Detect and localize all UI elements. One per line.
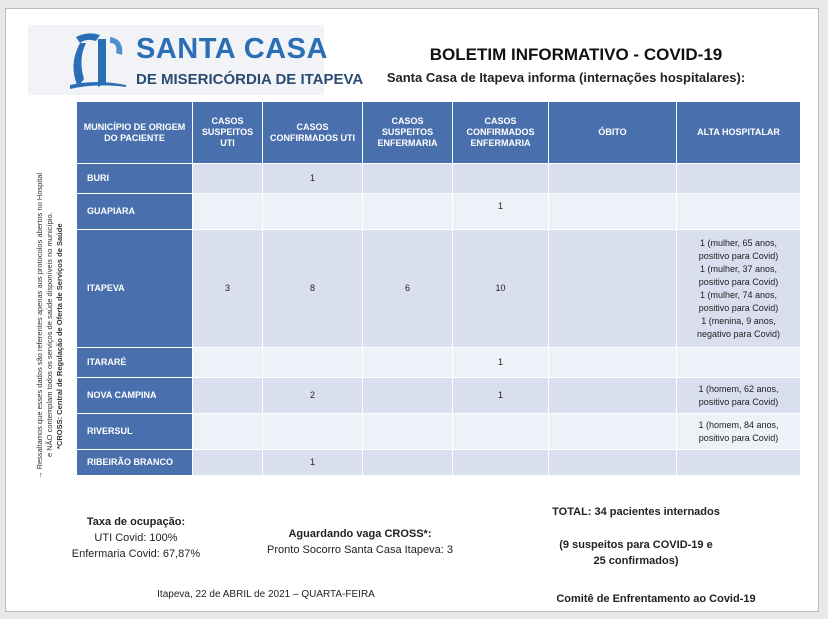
cell-susp-uti — [193, 450, 263, 476]
alta-line: positivo para Covid) — [698, 276, 779, 287]
alta-line: positivo para Covid) — [698, 432, 779, 443]
cell-conf-uti: 1 — [263, 450, 363, 476]
cases-table — [76, 101, 801, 476]
header-susp-uti: CASOS SUSPEITOS UTI — [193, 102, 263, 164]
awaiting-title: Aguardando vaga CROSS*: — [288, 528, 432, 540]
cell-susp-enf — [363, 414, 453, 450]
alta-line: 1 (homem, 62 anos, — [698, 383, 779, 394]
cell-conf-uti — [263, 194, 363, 230]
row-municipio: RIVERSUL — [77, 414, 193, 450]
cell-obito — [549, 194, 677, 230]
table-header-row — [77, 102, 801, 164]
cell-alta — [677, 348, 801, 378]
row-municipio: GUAPIARA — [77, 194, 193, 230]
side-note-line-3: *CROSS: Central de Regulação de Oferta de Serviços de Saúde — [55, 223, 64, 449]
cell-alta — [677, 194, 801, 230]
cell-susp-uti — [193, 348, 263, 378]
header-alta: ALTA HOSPITALAR — [677, 102, 801, 164]
cell-alta — [677, 450, 801, 476]
cell-conf-uti: 8 — [263, 230, 363, 348]
cell-obito — [549, 450, 677, 476]
bulletin-page — [5, 8, 819, 612]
cell-susp-enf — [363, 194, 453, 230]
cell-conf-enf: 10 — [453, 230, 549, 348]
row-municipio: ITARARÉ — [77, 348, 193, 378]
cell-susp-enf — [363, 450, 453, 476]
cell-obito — [549, 164, 677, 194]
alta-line: negativo para Covid) — [696, 328, 781, 339]
occupancy-uti: UTI Covid: 100% — [94, 532, 178, 544]
santa-casa-logo — [28, 25, 364, 95]
cell-alta — [677, 164, 801, 194]
occupancy-title: Taxa de ocupação: — [86, 516, 186, 528]
cell-conf-enf: 1 — [453, 194, 549, 230]
header-municipio: MUNICÍPIO DE ORIGEM DO PACIENTE — [77, 102, 193, 164]
table-row — [77, 230, 801, 348]
page-title: BOLETIM INFORMATIVO - COVID-19 — [429, 45, 723, 64]
cell-conf-uti — [263, 414, 363, 450]
awaiting-value: Pronto Socorro Santa Casa Itapeva: 3 — [267, 544, 453, 556]
alta-line: 1 (menina, 9 anos, — [701, 315, 776, 326]
cell-susp-uti — [193, 414, 263, 450]
cell-alta — [677, 230, 801, 348]
alta-line: positivo para Covid) — [698, 396, 779, 407]
cell-obito — [549, 348, 677, 378]
table-row — [77, 164, 801, 194]
cell-conf-enf: 1 — [453, 378, 549, 414]
row-municipio: NOVA CAMPINA — [77, 378, 193, 414]
alta-line: positivo para Covid) — [698, 250, 779, 261]
cell-susp-uti — [193, 194, 263, 230]
side-note-line-1: → Ressaltamos que esses dados são referentes apenas aos protocolos abertos no Hospital — [35, 172, 44, 479]
logo-subtitle: DE MISERICÓRDIA DE ITAPEVA — [136, 71, 364, 88]
row-municipio: ITAPEVA — [77, 230, 193, 348]
alta-line: 1 (mulher, 65 anos, — [699, 237, 778, 248]
cell-conf-uti: 2 — [263, 378, 363, 414]
cell-susp-uti: 3 — [193, 230, 263, 348]
cell-obito — [549, 230, 677, 348]
side-note — [35, 119, 65, 479]
bulletin-date: Itapeva, 22 de ABRIL de 2021 – QUARTA-FEIRA — [157, 589, 375, 600]
total-patients: TOTAL: 34 pacientes internados — [552, 506, 720, 518]
cell-conf-enf — [453, 164, 549, 194]
cell-conf-enf — [453, 450, 549, 476]
total-breakdown-line-1: (9 suspeitos para COVID-19 e — [559, 539, 713, 551]
total-breakdown — [546, 537, 726, 569]
cell-obito — [549, 378, 677, 414]
header-obito: ÓBITO — [549, 102, 677, 164]
table-row — [77, 414, 801, 450]
committee-name: Comitê de Enfrentamento ao Covid-19 — [556, 593, 756, 605]
cell-conf-uti: 1 — [263, 164, 363, 194]
cell-alta — [677, 378, 801, 414]
cell-susp-uti — [193, 378, 263, 414]
header-susp-enf: CASOS SUSPEITOS ENFERMARIA — [363, 102, 453, 164]
side-note-line-2: e NÃO contemplam todos os serviços de saúde disponíveis no município. — [45, 212, 54, 457]
occupancy-rate — [56, 514, 216, 562]
alta-line: 1 (mulher, 37 anos, — [699, 263, 778, 274]
cell-alta — [677, 414, 801, 450]
total-breakdown-line-2: 25 confirmados) — [593, 555, 679, 567]
row-municipio: BURI — [77, 164, 193, 194]
table-row — [77, 348, 801, 378]
header-conf-uti: CASOS CONFIRMADOS UTI — [263, 102, 363, 164]
cell-obito — [549, 414, 677, 450]
page-subtitle: Santa Casa de Itapeva informa (internações hospitalares): — [386, 70, 746, 85]
logo-emblem-icon — [66, 29, 130, 91]
table-row — [77, 194, 801, 230]
row-municipio: RIBEIRÃO BRANCO — [77, 450, 193, 476]
alta-line: positivo para Covid) — [698, 302, 779, 313]
occupancy-enf: Enfermaria Covid: 67,87% — [71, 548, 201, 560]
cell-conf-enf: 1 — [453, 348, 549, 378]
table-row — [77, 450, 801, 476]
awaiting-cross — [246, 526, 474, 558]
alta-line: 1 (mulher, 74 anos, — [699, 289, 778, 300]
cell-conf-enf — [453, 414, 549, 450]
table-row — [77, 378, 801, 414]
alta-line: 1 (homem, 84 anos, — [698, 419, 779, 430]
cell-conf-uti — [263, 348, 363, 378]
logo-title: SANTA CASA — [136, 33, 328, 65]
cell-susp-uti — [193, 164, 263, 194]
header-conf-enf: CASOS CONFIRMADOS ENFERMARIA — [453, 102, 549, 164]
cell-susp-enf — [363, 164, 453, 194]
cell-susp-enf: 6 — [363, 230, 453, 348]
cell-susp-enf — [363, 348, 453, 378]
cell-susp-enf — [363, 378, 453, 414]
